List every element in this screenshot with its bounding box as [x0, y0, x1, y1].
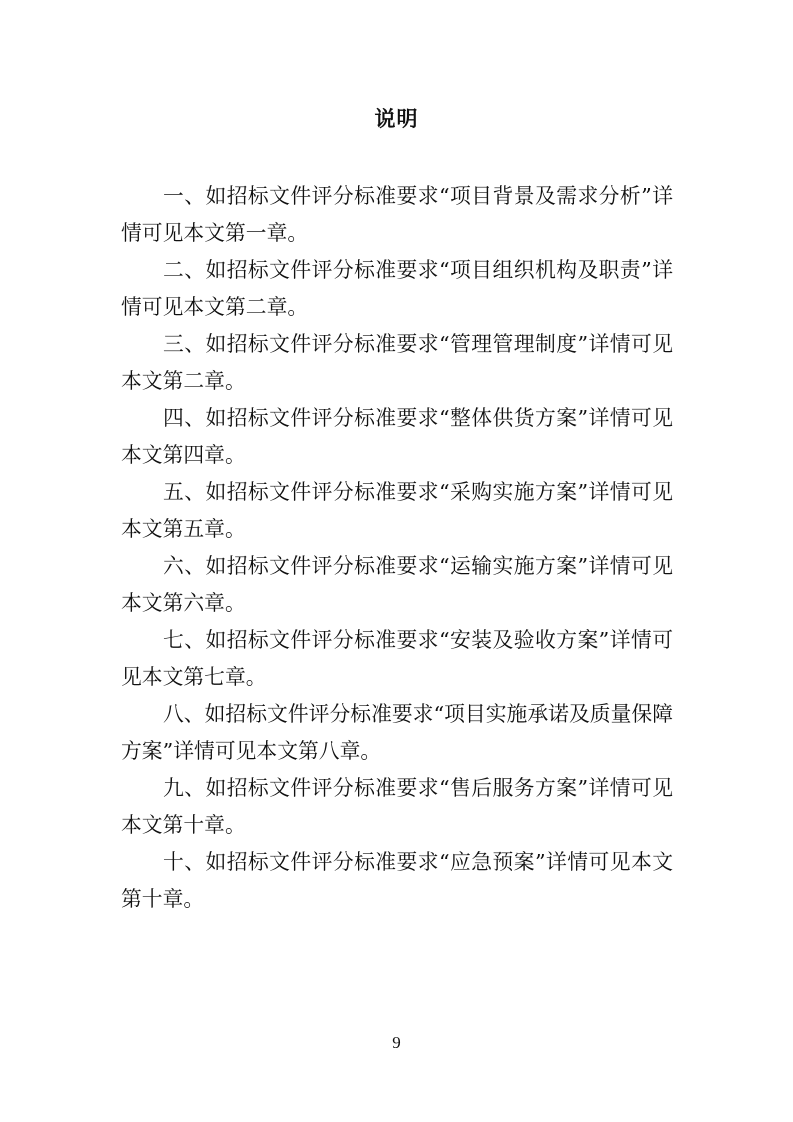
- paragraph-item-10: 十、如招标文件评分标准要求“应急预案”详情可见本文第十章。: [121, 850, 673, 911]
- paragraph-item-1: 一、如招标文件评分标准要求“项目背景及需求分析”详情可见本文第一章。: [121, 184, 673, 245]
- paragraph-item-7: 七、如招标文件评分标准要求“安装及验收方案”详情可见本文第七章。: [121, 628, 673, 689]
- paragraph-item-6: 六、如招标文件评分标准要求“运输实施方案”详情可见本文第六章。: [121, 554, 673, 615]
- paragraph-item-5: 五、如招标文件评分标准要求“采购实施方案”详情可见本文第五章。: [121, 480, 673, 541]
- paragraph-item-8: 八、如招标文件评分标准要求“项目实施承诺及质量保障方案”详情可见本文第八章。: [121, 702, 673, 763]
- page-number: 9: [392, 1033, 401, 1052]
- page-title: 说明: [374, 106, 419, 131]
- paragraph-item-9: 九、如招标文件评分标准要求“售后服务方案”详情可见本文第十章。: [121, 776, 673, 837]
- paragraph-item-3: 三、如招标文件评分标准要求“管理管理制度”详情可见本文第二章。: [121, 332, 673, 393]
- document-body: [121, 178, 673, 918]
- paragraph-item-2: 二、如招标文件评分标准要求“项目组织机构及职责”详情可见本文第二章。: [121, 258, 673, 319]
- paragraph-item-4: 四、如招标文件评分标准要求“整体供货方案”详情可见本文第四章。: [121, 406, 673, 467]
